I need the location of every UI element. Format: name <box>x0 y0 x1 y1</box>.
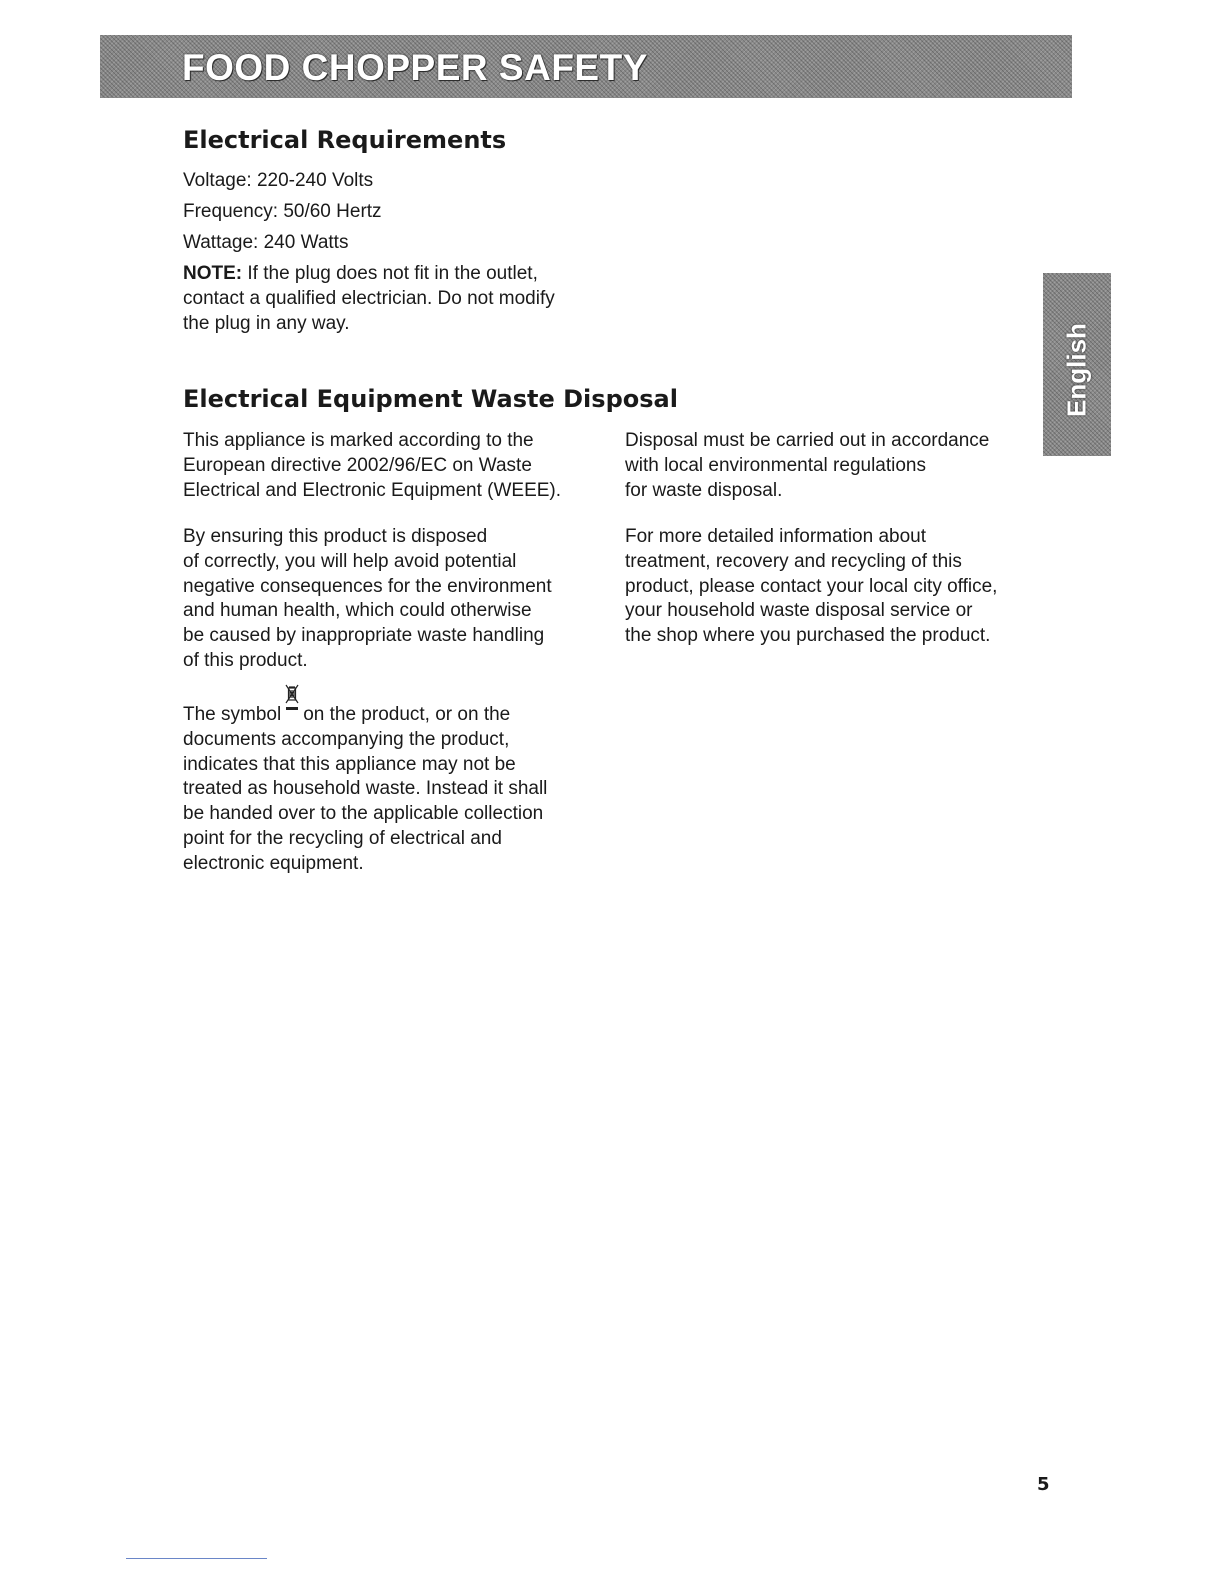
weee-directive-paragraph: This appliance is marked according to the European directive 2002/96/EC on Waste Electrical and Electronic Equipment (WEEE). <box>183 430 562 501</box>
footer-rule <box>126 1558 267 1559</box>
waste-disposal-heading: Electrical Equipment Waste Disposal <box>183 385 678 413</box>
page-title: FOOD CHOPPER SAFETY <box>182 47 648 88</box>
wattage-spec: Wattage: 240 Watts <box>183 232 349 253</box>
crossed-out-bin-icon <box>285 696 299 722</box>
plug-note <box>183 262 623 336</box>
symbol-text-after: on the product, or on the documents accompanying the product, indicates that this appliance may not be treated as household waste. Instead it shall be handed over to the applicable collection point for the recycling of electrical and electronic equipment. <box>183 704 548 874</box>
symbol-paragraph <box>183 696 613 877</box>
more-information-paragraph: For more detailed information about treatment, recovery and recycling of this product, please contact your local city office, your household waste disposal service or the shop where you purchased the product. <box>625 526 998 647</box>
local-regulations-paragraph: Disposal must be carried out in accordance with local environmental regulations for waste disposal. <box>625 430 990 501</box>
note-text: If the plug does not fit in the outlet, contact a qualified electrician. Do not modify the plug in any way. <box>183 263 555 334</box>
disposal-benefit-paragraph: By ensuring this product is disposed of correctly, you will help avoid potential negative consequences for the environment and human health, which could otherwise be caused by inappropriate waste handling of this product. <box>183 526 552 671</box>
note-label: NOTE: <box>183 263 243 284</box>
page-number: 5 <box>1037 1474 1050 1495</box>
frequency-spec: Frequency: 50/60 Hertz <box>183 201 382 222</box>
symbol-text-before: The symbol <box>183 704 282 725</box>
voltage-spec: Voltage: 220-240 Volts <box>183 170 374 191</box>
language-tab-label: English <box>1061 323 1092 417</box>
electrical-requirements-heading: Electrical Requirements <box>183 126 507 154</box>
